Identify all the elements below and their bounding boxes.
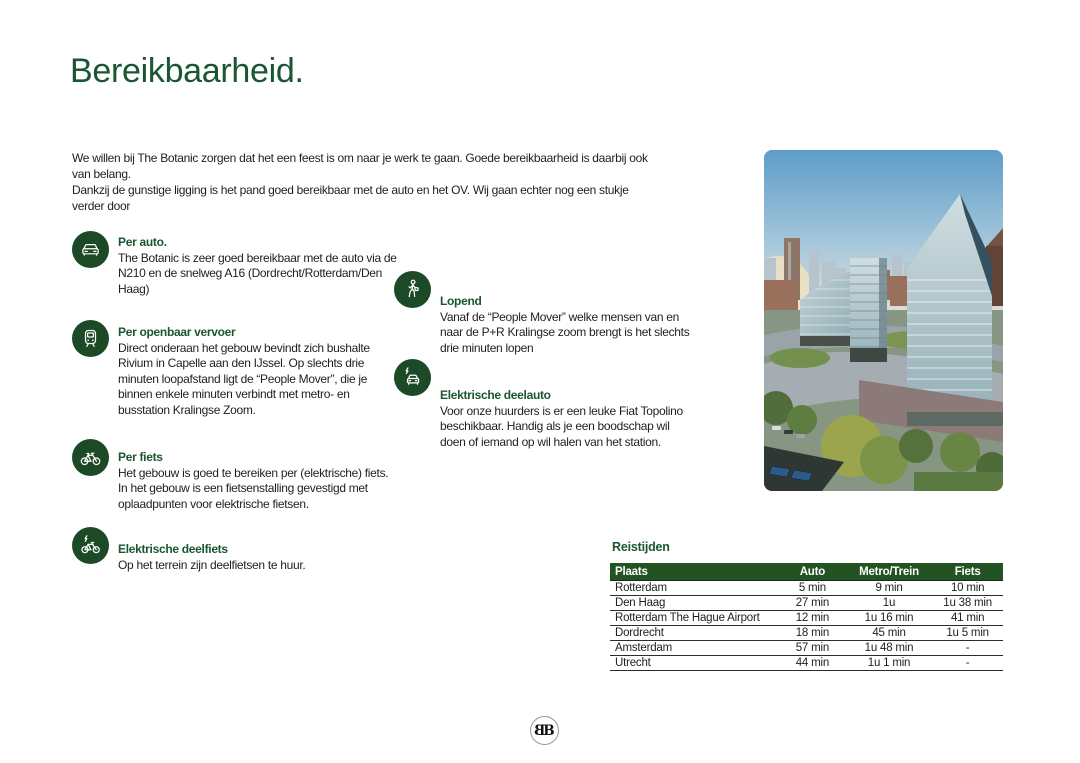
- column-header-auto: Auto: [779, 563, 846, 581]
- car-icon: [72, 231, 109, 268]
- column-header-plaats: Plaats: [610, 563, 779, 581]
- logo-monogram-right: B: [543, 722, 555, 739]
- section-title: Elektrische deelauto: [440, 388, 551, 402]
- table-cell: Rotterdam The Hague Airport: [610, 611, 779, 626]
- table-cell: Utrecht: [610, 656, 779, 671]
- table-row: [610, 611, 1003, 626]
- table-cell: 1u 38 min: [932, 596, 1003, 611]
- table-cell: 1u 5 min: [932, 626, 1003, 641]
- intro-paragraph-1: We willen bij The Botanic zorgen dat het een feest is om naar je werk te gaan. Goede bereikbaarheid is daarbij ook van belang.: [72, 151, 648, 181]
- building-photo: [764, 150, 1003, 491]
- section-body: Voor onze huurders is er een leuke Fiat Topolino beschikbaar. Handig als je een boodschap wil doen of iemand op wil halen van het station.: [440, 403, 683, 449]
- column-header-metro-trein: Metro/Trein: [846, 563, 932, 581]
- bicycle-icon: [72, 439, 109, 476]
- pedestrian-icon: [394, 271, 431, 308]
- section-elektrische-deelfiets: [72, 527, 397, 573]
- column-header-fiets: Fiets: [932, 563, 1003, 581]
- table-cell: 1u 1 min: [846, 656, 932, 671]
- table-cell: Amsterdam: [610, 641, 779, 656]
- table-cell: -: [932, 641, 1003, 656]
- section-per-fiets: [72, 439, 397, 512]
- table-cell: Rotterdam: [610, 581, 779, 596]
- table-row: [610, 626, 1003, 641]
- intro-text: [72, 150, 660, 214]
- section-body: Direct onderaan het gebouw bevindt zich bushalte Rivium in Capelle aan den IJssel. Op slechts drie minuten loopafstand ligt de “People Mover”, die je binnen enkele minuten verbindt met metro- en busstation Kralingse Zoom.: [118, 340, 370, 417]
- table-row: [610, 656, 1003, 671]
- table-cell: 1u: [846, 596, 932, 611]
- section-body: Op het terrein zijn deelfietsen te huur.: [118, 557, 306, 572]
- table-cell: 5 min: [779, 581, 846, 596]
- section-title: Per openbaar vervoer: [118, 325, 236, 339]
- table-row: [610, 641, 1003, 656]
- section-title: Per auto.: [118, 235, 167, 249]
- section-body: The Botanic is zeer goed bereikbaar met de auto via de N210 en de snelweg A16 (Dordrecht/Rotterdam/Den Haag): [118, 250, 397, 296]
- section-per-auto: [72, 231, 397, 297]
- the-botanic-logo: [530, 716, 559, 745]
- e-bike-icon: [72, 527, 109, 564]
- table-cell: 44 min: [779, 656, 846, 671]
- section-title: Elektrische deelfiets: [118, 542, 228, 556]
- logo-monogram-left: B: [534, 722, 546, 739]
- table-header-row: [610, 563, 1003, 581]
- table-cell: 9 min: [846, 581, 932, 596]
- page-title: Bereikbaarheid.: [70, 52, 304, 90]
- intro-paragraph-2: Dankzij de gunstige ligging is het pand goed bereikbaar met de auto en het OV. Wij gaan echter nog een stukje verder door: [72, 183, 629, 213]
- table-row: [610, 581, 1003, 596]
- section-body: Het gebouw is goed te bereiken per (elektrische) fiets. In het gebouw is een fietsenstalling gevestigd met oplaadpunten voor elektrische fietsen.: [118, 465, 389, 511]
- table-cell: Dordrecht: [610, 626, 779, 641]
- section-body: Vanaf de “People Mover” welke mensen van en naar de P+R Kralingse zoom brengt is het slechts drie minuten lopen: [440, 309, 690, 355]
- section-per-openbaar-vervoer: [72, 320, 397, 418]
- travel-times-section: [610, 540, 1003, 671]
- travel-times-title: Reistijden: [612, 540, 670, 554]
- train-icon: [72, 320, 109, 357]
- table-cell: 12 min: [779, 611, 846, 626]
- table-cell: 1u 16 min: [846, 611, 932, 626]
- table-cell: 10 min: [932, 581, 1003, 596]
- table-row: [610, 596, 1003, 611]
- table-cell: 27 min: [779, 596, 846, 611]
- travel-times-table: [610, 563, 1003, 671]
- table-cell: 45 min: [846, 626, 932, 641]
- table-cell: 41 min: [932, 611, 1003, 626]
- table-cell: 1u 48 min: [846, 641, 932, 656]
- table-cell: Den Haag: [610, 596, 779, 611]
- section-title: Lopend: [440, 294, 482, 308]
- table-cell: 18 min: [779, 626, 846, 641]
- section-title: Per fiets: [118, 450, 163, 464]
- section-elektrische-deelauto: [394, 359, 694, 450]
- table-cell: -: [932, 656, 1003, 671]
- e-car-icon: [394, 359, 431, 396]
- section-lopend: [394, 271, 694, 356]
- table-cell: 57 min: [779, 641, 846, 656]
